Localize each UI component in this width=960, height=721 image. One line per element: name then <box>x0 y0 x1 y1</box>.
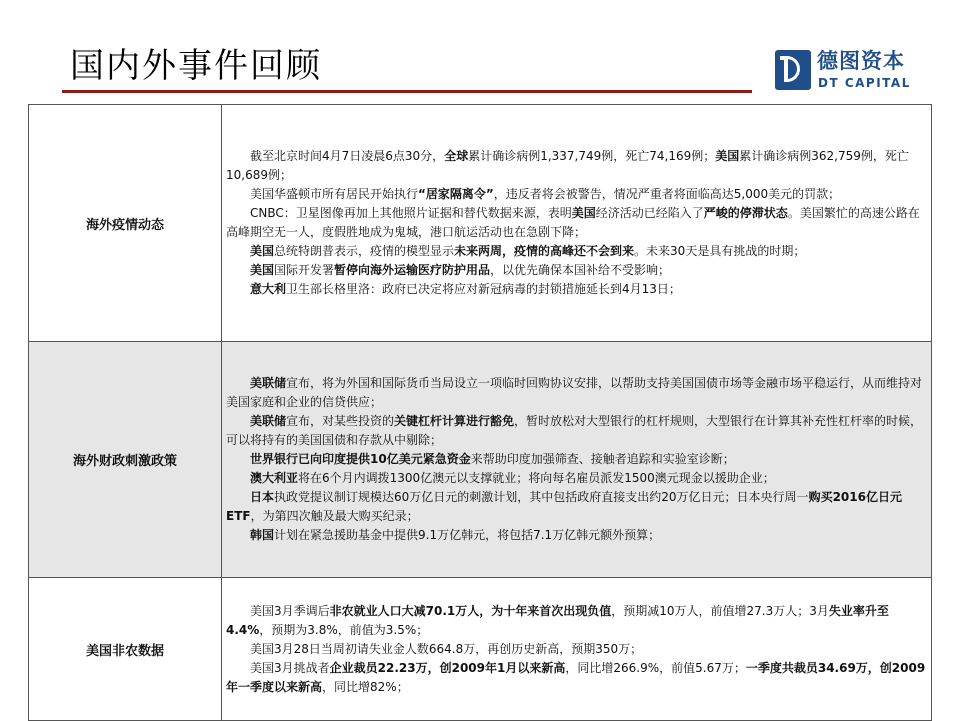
title-underline <box>62 90 752 93</box>
table-row <box>29 578 932 721</box>
highlight-text: 全球 <box>444 149 469 163</box>
events-table <box>28 104 932 721</box>
body-text: 美国3月季调后 <box>250 603 330 618</box>
content-paragraph <box>226 374 927 412</box>
body-text: 。美国繁忙的高速公路在高峰期空无一人，度假胜地成为鬼城，港口航运活动也在急剧下降； <box>226 206 920 239</box>
highlight-text: 韩国 <box>250 528 275 542</box>
body-text: CNBC：卫星图像再加上其他照片证据和替代数据来源，表明 <box>250 206 572 220</box>
highlight-text: 购买2016亿日元ETF <box>226 490 902 523</box>
highlight-text: 非农就业人口大减70.1万人，为十年来首次出现负值 <box>329 603 612 618</box>
body-text: 累计确诊病例1,337,749例，死亡74,169例； <box>468 149 716 163</box>
body-text: ，以优先确保本国补给不受影响； <box>490 263 671 277</box>
highlight-text: 意大利 <box>250 282 287 296</box>
highlight-text: 暂停向海外运输医疗防护用品 <box>334 263 491 277</box>
highlight-text: 世界银行已向印度提供10亿美元紧急资金 <box>250 452 471 466</box>
highlight-text: 美国 <box>571 206 596 220</box>
body-text: 来帮助印度加强筛查、接触者追踪和实验室诊断； <box>470 452 735 466</box>
content-paragraph <box>226 469 927 488</box>
body-text: 计划在紧急援助基金中提供9.1万亿韩元，将包括7.1万亿韩元额外预算； <box>274 528 661 542</box>
body-text: 国际开发署 <box>274 263 335 277</box>
body-text: 总统特朗普表示，疫情的模型显示 <box>274 244 455 258</box>
body-text: 经济活动已经陷入了 <box>595 206 704 220</box>
content-paragraph <box>226 204 927 242</box>
highlight-text: 美国 <box>250 263 275 277</box>
content-paragraph <box>226 488 927 526</box>
content-paragraph <box>226 640 927 659</box>
content-paragraph <box>226 147 927 185</box>
body-text: ，违反者将会被警告，情况严重者将面临高达5,000美元的罚款； <box>493 187 841 201</box>
body-text: 美国华盛顿市所有居民开始执行 <box>250 187 419 201</box>
content-paragraph <box>226 450 927 469</box>
logo-english-name: DT CAPITAL <box>818 76 911 90</box>
highlight-text: 澳大利亚 <box>250 471 299 485</box>
body-text: 。未来30天是具有挑战的时期； <box>634 244 806 258</box>
highlight-text: 美国 <box>715 149 740 163</box>
content-paragraph <box>226 185 927 204</box>
highlight-text: 美国 <box>250 244 275 258</box>
highlight-text: 失业率升至4.4% <box>226 603 889 637</box>
highlight-text: 关键杠杆计算进行豁免 <box>394 414 515 428</box>
body-text: 截至北京时间4月7日凌晨6点30分， <box>250 149 445 163</box>
logo-chinese-name: 德图资本 <box>817 49 905 73</box>
dt-logo-icon <box>775 50 811 90</box>
page-title: 国内外事件回顾 <box>70 46 322 86</box>
content-paragraph <box>226 526 927 545</box>
body-text: ，同比增82%； <box>322 679 409 694</box>
highlight-text: 企业裁员22.23万，创2009年1月以来新高 <box>329 660 566 675</box>
row-label: 海外疫情动态 <box>29 105 222 342</box>
body-text: 美国3月28日当周初请失业金人数664.8万，再创历史新高，预期350万； <box>250 641 643 656</box>
table-row <box>29 105 932 342</box>
content-paragraph <box>226 602 927 640</box>
table-row <box>29 342 932 578</box>
row-content <box>222 578 932 721</box>
body-text: 美国3月挑战者 <box>250 660 330 675</box>
highlight-text: 美联储 <box>250 376 287 390</box>
body-text: 宣布，对某些投资的 <box>286 414 395 428</box>
row-content <box>222 342 932 578</box>
row-label: 美国非农数据 <box>29 578 222 721</box>
highlight-text: 一季度共裁员34.69万，创2009年一季度以来新高 <box>226 660 926 694</box>
body-text: ，为第四次触及最大购买纪录； <box>250 509 419 523</box>
body-text: 将在6个月内调拨1300亿澳元以支撑就业；将向每名雇员派发1500澳元现金以援助企业； <box>298 471 775 485</box>
content-paragraph <box>226 242 927 261</box>
content-paragraph <box>226 280 927 299</box>
body-text: ，预期减10万人，前值增27.3万人；3月 <box>611 603 829 618</box>
highlight-text: 美联储 <box>250 414 287 428</box>
body-text: ，同比增266.9%，前值5.67万； <box>565 660 746 675</box>
content-paragraph <box>226 261 927 280</box>
highlight-text: 严峻的停滞状态 <box>703 206 788 220</box>
body-text: 执政党提议制订规模达60万亿日元的刺激计划，其中包括政府直接支出约20万亿日元；日本央行周一 <box>274 490 809 504</box>
body-text: ，暂时放松对大型银行的杠杆规则，大型银行在计算其补充性杠杆率的时候，可以将持有的美国国债和存款从中剔除； <box>226 414 923 447</box>
row-content <box>222 105 932 342</box>
content-paragraph <box>226 659 927 697</box>
content-paragraph <box>226 412 927 450</box>
highlight-text: 日本 <box>250 490 275 504</box>
body-text: ，预期为3.8%，前值为3.5%； <box>259 622 429 637</box>
body-text: 宣布，将为外国和国际货币当局设立一项临时回购协议安排，以帮助支持美国国债市场等金融市场平稳运行，从而维持对美国家庭和企业的信贷供应； <box>226 376 923 409</box>
body-text: 累计确诊病例362,759例，死亡10,689例； <box>226 149 909 182</box>
highlight-text: 未来两周，疫情的高峰还不会到来 <box>454 244 635 258</box>
company-logo <box>775 50 925 94</box>
body-text: 卫生部长格里洛：政府已决定将应对新冠病毒的封锁措施延长到4月13日； <box>286 282 681 296</box>
highlight-text: “居家隔离令” <box>418 187 494 201</box>
row-label: 海外财政刺激政策 <box>29 342 222 578</box>
